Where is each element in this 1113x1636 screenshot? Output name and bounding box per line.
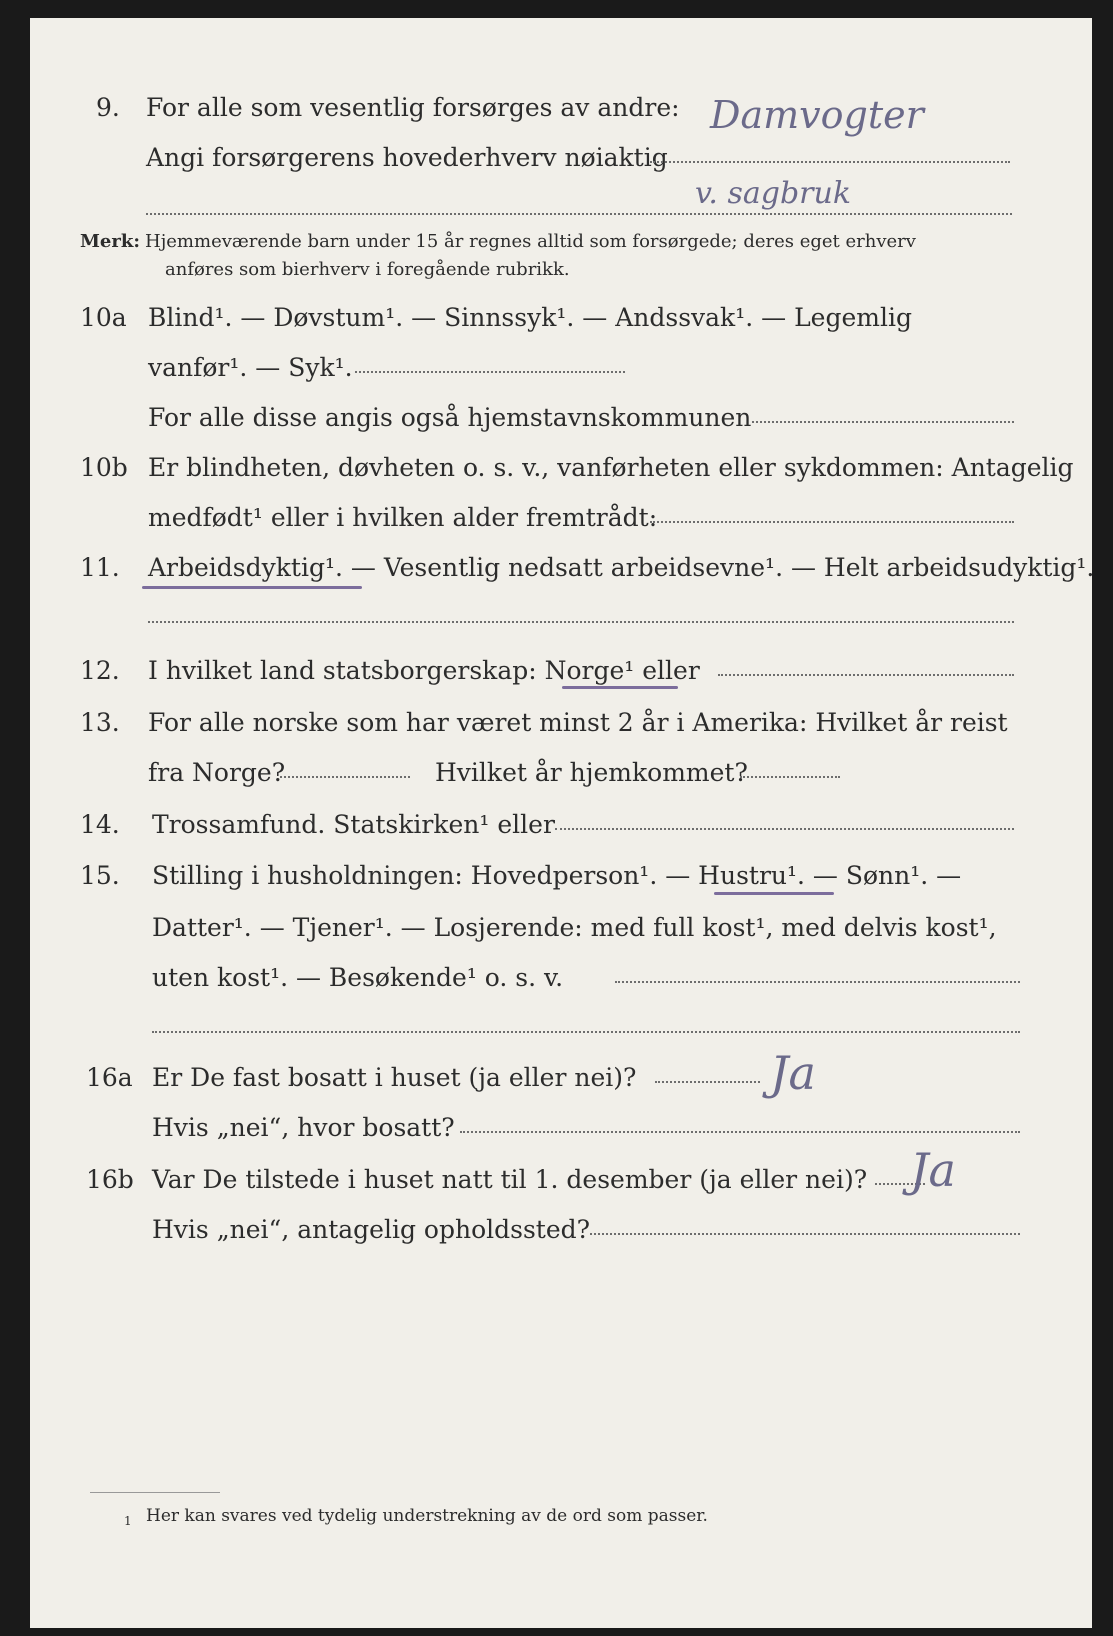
q10a-number: 10a bbox=[80, 303, 127, 332]
q9-answer2-handwritten: v. sagbruk bbox=[695, 176, 851, 211]
q15-question-line3: uten kost¹. — Besøkende¹ o. s. v. bbox=[152, 963, 564, 992]
q10b-number: 10b bbox=[80, 453, 128, 482]
q9-answer-handwritten: Damvogter bbox=[710, 93, 924, 137]
q16a-question-line2: Hvis „nei“, hvor bosatt? bbox=[152, 1113, 455, 1142]
q15-answer-line bbox=[615, 981, 1020, 983]
note-label: Merk: bbox=[80, 231, 140, 252]
q9-answer-line bbox=[650, 161, 1010, 163]
q11-number: 11. bbox=[80, 553, 120, 582]
q10a-answer-line bbox=[355, 371, 625, 373]
census-form-page bbox=[30, 18, 1095, 1628]
q9-question: For alle som vesentlig forsørges av andre: bbox=[146, 93, 680, 122]
note-text: Hjemmeværende barn under 15 år regnes alltid som forsørgede; deres eget erhverv bbox=[145, 231, 916, 252]
q13-question-line2b: Hvilket år hjemkommet? bbox=[435, 758, 748, 787]
q10b-question: Er blindheten, døvheten o. s. v., vanførheten eller sykdommen: Antagelig bbox=[148, 453, 1074, 482]
q11-question: Arbeidsdyktig¹. — Vesentlig nedsatt arbeidsevne¹. — Helt arbeidsudyktig¹. bbox=[148, 553, 1095, 582]
q15-underline-mark bbox=[714, 892, 834, 895]
q16a-question: Er De fast bosatt i huset (ja eller nei)? bbox=[152, 1063, 637, 1092]
q12-number: 12. bbox=[80, 656, 120, 685]
q16a-answer-line bbox=[655, 1081, 760, 1083]
q15-question: Stilling i husholdningen: Hovedperson¹. — Hustru¹. — Sønn¹. — bbox=[152, 861, 962, 890]
q13-number: 13. bbox=[80, 708, 120, 737]
q14-question: Trossamfund. Statskirken¹ eller bbox=[152, 810, 555, 839]
footnote-divider bbox=[90, 1492, 220, 1493]
q16b-question: Var De tilstede i huset natt til 1. desember (ja eller nei)? bbox=[152, 1165, 868, 1194]
q15-question-line2: Datter¹. — Tjener¹. — Losjerende: med full kost¹, med delvis kost¹, bbox=[152, 913, 997, 942]
q16b-question-line2: Hvis „nei“, antagelig opholdssted? bbox=[152, 1215, 591, 1244]
q16a-number: 16a bbox=[86, 1063, 133, 1092]
footnote-text: Her kan svares ved tydelig understrekning av de ord som passer. bbox=[146, 1506, 708, 1526]
q9-question-line2: Angi forsørgerens hovederhverv nøiaktig bbox=[146, 143, 668, 172]
q12-underline-mark bbox=[562, 686, 678, 689]
q11-underline-mark bbox=[142, 586, 362, 589]
q9-number: 9. bbox=[96, 93, 120, 122]
footnote-mark: 1 bbox=[124, 1514, 132, 1528]
q14-answer-line bbox=[555, 828, 1014, 830]
q16b-answer-handwritten: Ja bbox=[910, 1143, 956, 1197]
q13-departed-line bbox=[280, 776, 410, 778]
q10a-question-line3: For alle disse angis også hjemstavnskommunen bbox=[148, 403, 752, 432]
q13-returned-line bbox=[740, 776, 840, 778]
q16b-whereabouts-line bbox=[590, 1233, 1020, 1235]
q13-question-line2a: fra Norge? bbox=[148, 758, 286, 787]
q13-question: For alle norske som har været minst 2 år i Amerika: Hvilket år reist bbox=[148, 708, 1008, 737]
q10a-question: Blind¹. — Døvstum¹. — Sinnssyk¹. — Andssvak¹. — Legemlig bbox=[148, 303, 912, 332]
q9-answer-line2 bbox=[146, 213, 1012, 215]
q16a-answer-handwritten: Ja bbox=[770, 1046, 816, 1100]
q15-number: 15. bbox=[80, 861, 120, 890]
q10b-answer-line bbox=[650, 521, 1014, 523]
q10a-question-line2: vanfør¹. — Syk¹. bbox=[148, 353, 353, 382]
q12-answer-line bbox=[718, 674, 1014, 676]
note-text-line2: anføres som bierhverv i foregående rubrikk. bbox=[165, 259, 570, 280]
q14-number: 14. bbox=[80, 810, 120, 839]
q11-answer-line bbox=[148, 621, 1014, 623]
q16b-number: 16b bbox=[86, 1165, 134, 1194]
q16a-location-line bbox=[460, 1131, 1020, 1133]
q10b-question-line2: medfødt¹ eller i hvilken alder fremtrådt: bbox=[148, 503, 658, 532]
q10a-hometown-line bbox=[752, 421, 1014, 423]
q12-question: I hvilket land statsborgerskap: Norge¹ eller bbox=[148, 656, 700, 685]
q15-answer-line2 bbox=[152, 1031, 1020, 1033]
